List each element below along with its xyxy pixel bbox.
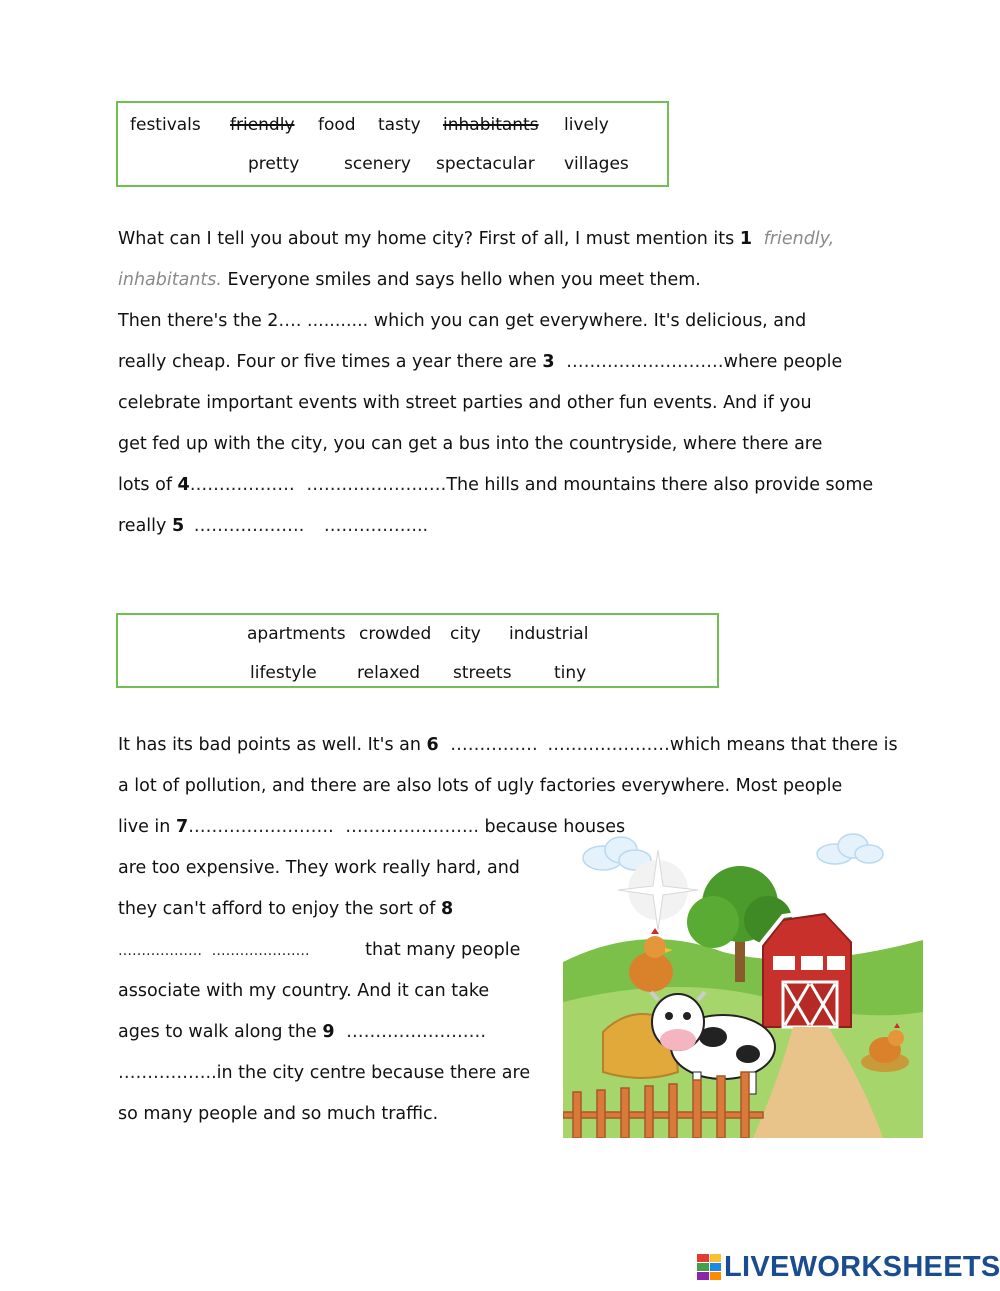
para2-text: that many people <box>365 940 521 960</box>
para1-line3 <box>118 311 806 331</box>
gap-number-8: 8 <box>441 899 454 919</box>
word-lifestyle: lifestyle <box>250 663 317 683</box>
para2-line4: are too expensive. They work really hard, and <box>118 858 520 878</box>
para2-text: It has its bad points as well. It's an <box>118 735 427 755</box>
para2-line7: associate with my country. And it can take <box>118 981 490 1001</box>
answer-5a-blank[interactable]: ………………. <box>193 516 305 536</box>
word-box-2 <box>116 613 719 688</box>
para1-text: really cheap. Four or five times a year there are <box>118 352 543 372</box>
para2-line6 <box>118 940 520 960</box>
para1-line6: get fed up with the city, you can get a bus into the countryside, where there are <box>118 434 823 454</box>
para2-line8 <box>118 1022 486 1042</box>
word-crowded: crowded <box>359 624 432 644</box>
answer-2-blank[interactable]: …. ........... <box>278 311 369 331</box>
answer-6a-blank[interactable]: …………… <box>450 735 538 755</box>
logo-icon <box>697 1254 721 1280</box>
gap-number-6: 6 <box>426 735 439 755</box>
answer-1-part1[interactable]: friendly, <box>763 229 835 249</box>
para1-line8 <box>118 516 428 536</box>
para1-text: The hills and mountains there also provide some <box>446 475 874 495</box>
answer-4a-blank[interactable]: ……………… <box>189 475 295 495</box>
para2-text: which means that there is <box>669 735 898 755</box>
word-tasty: tasty <box>378 115 421 135</box>
word-box-1 <box>116 101 669 187</box>
answer-7a-blank[interactable]: ……………………. <box>188 817 334 837</box>
word-lively: lively <box>564 115 609 135</box>
answer-8b-blank[interactable]: ………………… <box>211 943 310 959</box>
para1-text: What can I tell you about my home city? First of all, I must mention its <box>118 229 735 249</box>
word-apartments: apartments <box>247 624 346 644</box>
word-festivals: festivals <box>130 115 201 135</box>
cloud-right-icon <box>817 834 883 864</box>
para1-text: Then there's the 2 <box>118 311 279 331</box>
para1-line2 <box>118 270 701 290</box>
answer-7b-blank[interactable]: ………………….. <box>345 817 479 837</box>
liveworksheets-logo <box>697 1252 1000 1282</box>
para1-text: lots of <box>118 475 178 495</box>
word-spectacular: spectacular <box>436 154 535 174</box>
para2-text: they can't afford to enjoy the sort of <box>118 899 441 919</box>
word-city: city <box>450 624 481 644</box>
word-streets: streets <box>453 663 512 683</box>
answer-6b-blank[interactable]: ………………… <box>547 735 670 755</box>
gap-number-3: 3 <box>542 352 555 372</box>
gap-number-7: 7 <box>175 817 189 837</box>
para2-line2: a lot of pollution, and there are also lots of ugly factories everywhere. Most people <box>118 776 843 796</box>
para2-text: because houses <box>478 817 626 837</box>
para1-line4 <box>118 352 842 372</box>
para2-line1 <box>118 735 898 755</box>
gap-number-9: 9 <box>322 1022 335 1042</box>
word-inhabitants: inhabitants <box>443 115 539 135</box>
answer-3-blank[interactable]: ……………………… <box>566 352 724 372</box>
word-scenery: scenery <box>344 154 411 174</box>
cloud-left-icon <box>583 837 651 870</box>
para2-text: in the city centre because there are <box>216 1063 531 1083</box>
para1-text: really <box>118 516 172 536</box>
para1-line7 <box>118 475 873 495</box>
word-tiny: tiny <box>554 663 587 683</box>
farm-illustration <box>563 822 923 1138</box>
para2-line10: so many people and so much traffic. <box>118 1104 439 1124</box>
gap-number-1: 1 <box>739 229 753 249</box>
logo-text: LIVEWORKSHEETS <box>724 1250 1000 1283</box>
para2-text: live in <box>118 817 176 837</box>
para1-line5: celebrate important events with street parties and other fun events. And if you <box>118 393 812 413</box>
answer-4b-blank[interactable]: …………………… <box>306 475 447 495</box>
answer-1-part2[interactable]: inhabitants. <box>118 270 222 290</box>
answer-9a-blank[interactable]: …………………… <box>346 1022 487 1042</box>
word-food: food <box>318 115 356 135</box>
gap-number-5: 5 <box>171 516 185 536</box>
word-villages: villages <box>564 154 629 174</box>
answer-9b-blank[interactable]: …………….. <box>118 1063 217 1083</box>
para1-text: Everyone smiles and says hello when you meet them. <box>221 270 701 290</box>
para2-line5 <box>118 899 453 919</box>
word-pretty: pretty <box>248 154 300 174</box>
para1-text: which you can get everywhere. It's delicious, and <box>368 311 807 331</box>
answer-5b-blank[interactable]: ……………... <box>323 516 429 536</box>
para2-line9 <box>118 1063 530 1083</box>
para1-text: where people <box>723 352 843 372</box>
word-friendly: friendly <box>230 115 295 135</box>
chicken-icon <box>629 928 673 992</box>
word-industrial: industrial <box>509 624 589 644</box>
answer-8a-blank[interactable]: ……………… <box>118 943 202 959</box>
gap-number-4: 4 <box>177 475 190 495</box>
barn-icon <box>759 910 855 1027</box>
para1-line1 <box>118 229 834 249</box>
para2-text: ages to walk along the <box>118 1022 323 1042</box>
para2-line3 <box>118 817 625 837</box>
word-relaxed: relaxed <box>357 663 421 683</box>
